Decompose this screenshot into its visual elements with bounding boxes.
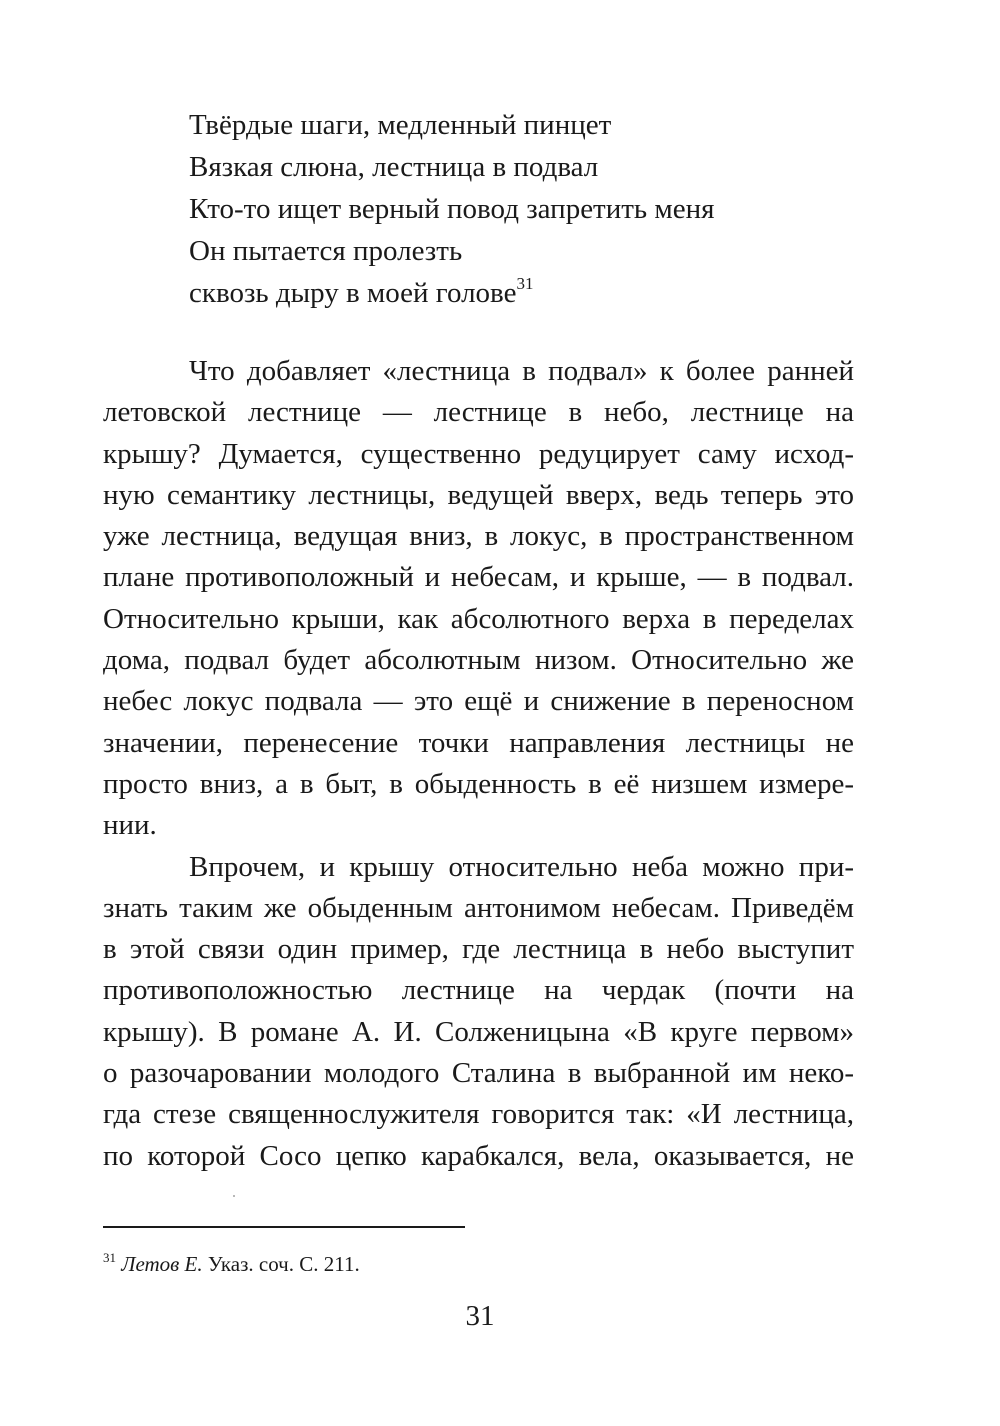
text-line: о разочаровании молодого Сталина в выбранной им неко- xyxy=(103,1057,854,1090)
poem-line-last xyxy=(189,272,829,314)
poem-line: Он пытается пролезть xyxy=(189,235,463,267)
footnote-divider xyxy=(103,1226,465,1228)
text-line: нии. xyxy=(103,809,157,842)
text-line: Относительно крыши, как абсолютного верха в переделах xyxy=(103,602,854,635)
text-line: гда стезе священнослужителя говорится так: «И лестница, xyxy=(103,1098,854,1131)
text-line: крышу). В романе А. И. Солженицына «В круге первом» xyxy=(103,1015,854,1048)
footnote-text: Указ. соч. С. 211. xyxy=(202,1252,360,1276)
text-line: значении, перенесение точки направления лестницы не xyxy=(103,726,854,759)
paragraph-2 xyxy=(103,847,854,1177)
poem-line: Вязкая слюна, лестница в подвал xyxy=(189,151,599,183)
text-line: по которой Сосо цепко карабкался, вела, оказывается, не xyxy=(103,1139,854,1172)
footnote xyxy=(103,1250,360,1278)
body-text xyxy=(103,351,854,1177)
text-line: небес локус подвала — это ещё и снижение в переносном xyxy=(103,685,854,718)
text-line: знать таким же обыденным антонимом небесам. Приведём xyxy=(103,891,854,924)
text-line: в этой связи один пример, где лестница в небо выступит xyxy=(103,933,854,966)
print-speck xyxy=(233,1195,235,1197)
text-line: крышу? Думается, существенно редуцирует саму исход- xyxy=(103,437,854,470)
footnote-number: 31 xyxy=(103,1250,116,1265)
poem-line: Твёрдые шаги, медленный пинцет xyxy=(189,109,612,141)
page-number: 31 xyxy=(465,1300,495,1332)
poem-line: Кто-то ищет верный повод запретить меня xyxy=(189,193,715,225)
text-line: Впрочем, и крышу относительно неба можно при- xyxy=(189,850,854,883)
text-line: Что добавляет «лестница в подвал» к более ранней xyxy=(189,355,854,387)
text-line: ную семантику лестницы, ведущей вверх, ведь теперь это xyxy=(103,478,854,511)
poem-line-text: сквозь дыру в моей голове xyxy=(189,277,517,309)
footnote-author: Летов Е. xyxy=(121,1252,203,1276)
footnote-reference[interactable]: 31 xyxy=(516,274,534,293)
text-line: уже лестница, ведущая вниз, в локус, в пространственном xyxy=(103,520,854,553)
text-line: просто вниз, а в быт, в обыденность в её низшем измере- xyxy=(103,767,854,800)
poem-quote xyxy=(189,104,829,314)
text-line: противоположностью лестнице на чердак (почти на xyxy=(103,974,854,1007)
text-line: летовской лестнице — лестнице в небо, лестнице на xyxy=(103,396,854,429)
text-line: плане противоположный и небесам, и крыше, — в подвал. xyxy=(103,561,854,594)
paragraph-1 xyxy=(103,351,854,847)
text-line: дома, подвал будет абсолютным низом. Относительно же xyxy=(103,644,854,677)
